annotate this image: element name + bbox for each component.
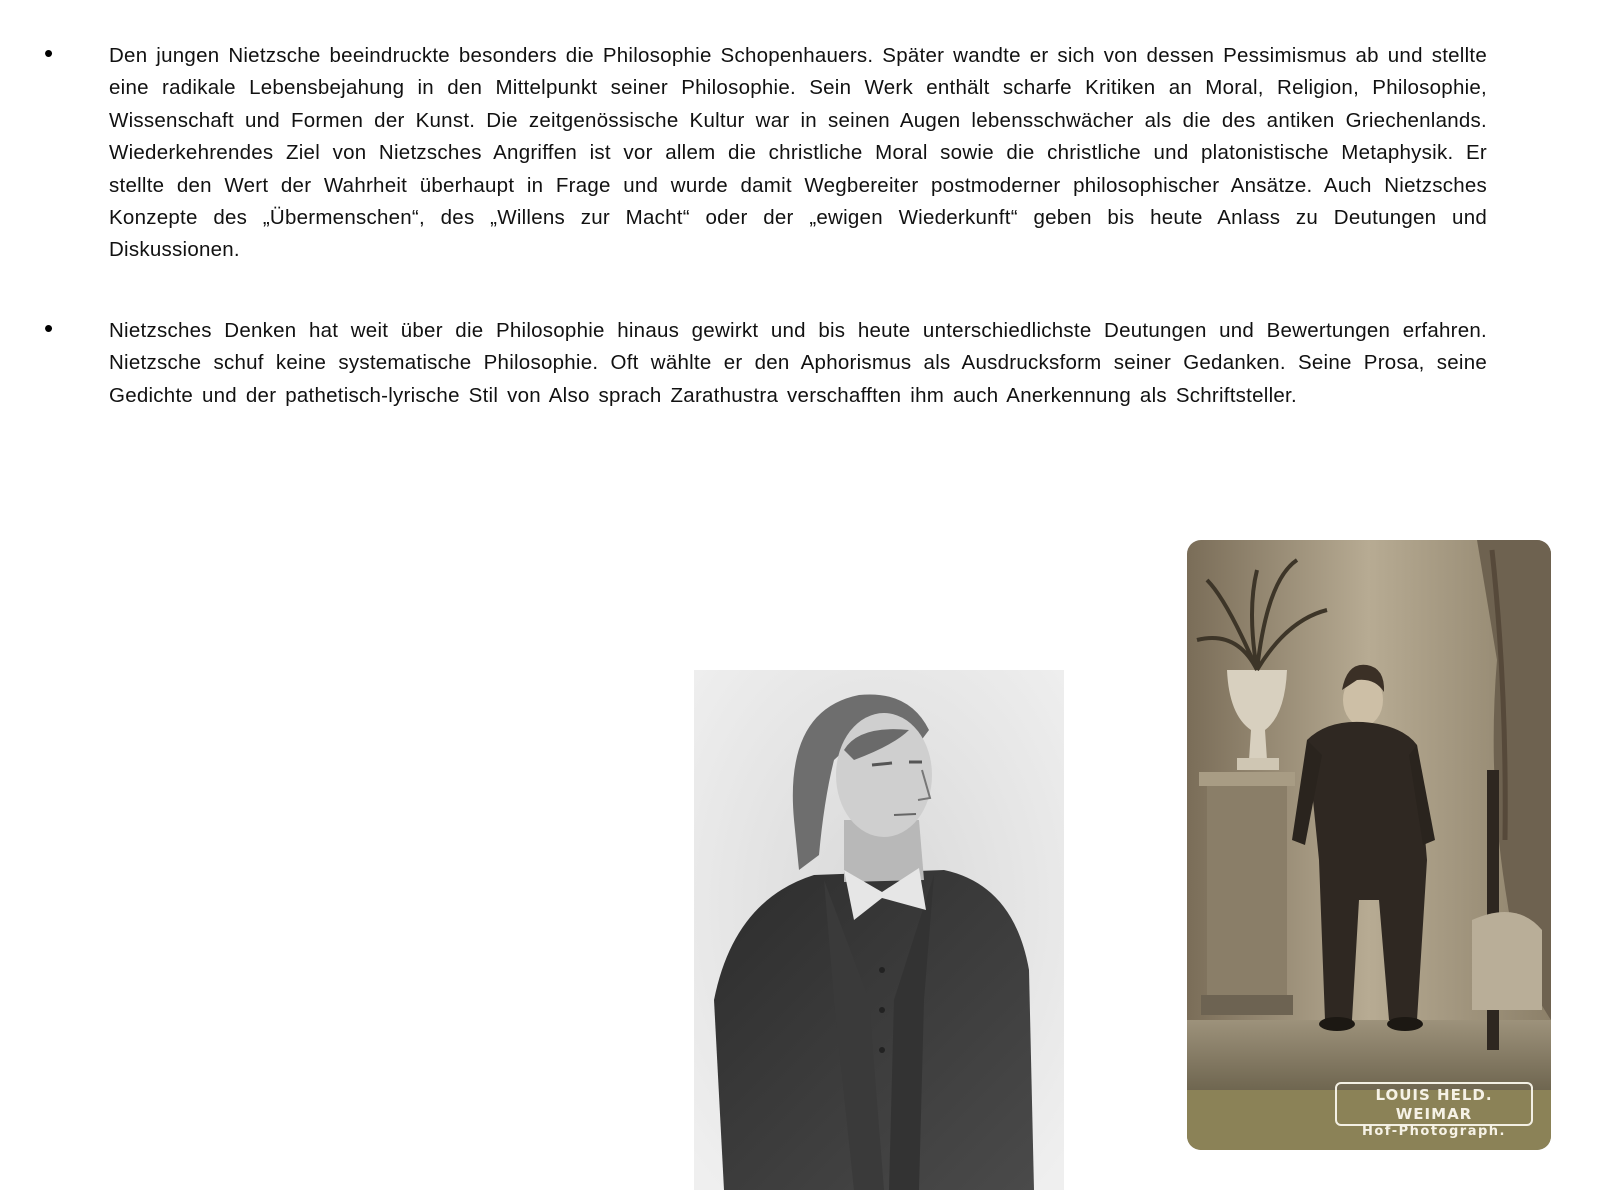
photographer-title: Hof-Photograph. [1362,1124,1506,1139]
photographer-name: LOUIS HELD. WEIMAR [1375,1086,1493,1123]
photographer-stamp [1335,1082,1533,1139]
bullet-text: Den jungen Nietzsche beeindruckte besonders die Philosophie Schopenhauers. Später wandte er sich von dessen Pessimismus ab und stellte eine radikale Lebensbejahung in den Mittelpunkt seiner Philosophie. Sein Werk enthält scharfe Kritiken an Moral, Religion, Philosophie, Wissenschaft und Formen der Kunst. Die zeitgenössische Kultur war in seinen Augen lebensschwächer als die des antiken Griechenlands. Wiederkehrendes Ziel von Nietzsches Angriffen ist vor allem die christliche Moral sowie die christliche und platonistische Metaphysik. Er stellte den Wert der Wahrheit überhaupt in Frage und wurde damit Wegbereiter postmoderner philosophischer Ansätze. Auch Nietzsches Konzepte des „Übermenschen“, des „Willens zur Macht“ oder der „ewigen Wiederkunft“ geben bis heute Anlass zu Deutungen und Diskussionen. [109,44,1487,262]
studio-card-photo-image [1187,540,1551,1150]
bullet-dot-icon: • [44,38,54,68]
studio-card-photo [1187,540,1551,1150]
portrait-photo-image [694,670,1064,1190]
bullet-dot-icon: • [44,313,54,343]
bullet-text: Nietzsches Denken hat weit über die Philosophie hinaus gewirkt und bis heute unterschiedlichste Deutungen und Bewertungen erfahren. Nietzsche schuf keine systematische Philosophie. Oft wählte er den Aphorismus als Ausdrucksform seiner Gedanken. Seine Prosa, seine Gedichte und der pathetisch-lyrische Stil von Also sprach Zarathustra verschafften ihm auch Anerkennung als Schriftsteller. [109,319,1487,407]
portrait-photo [694,670,1064,1190]
